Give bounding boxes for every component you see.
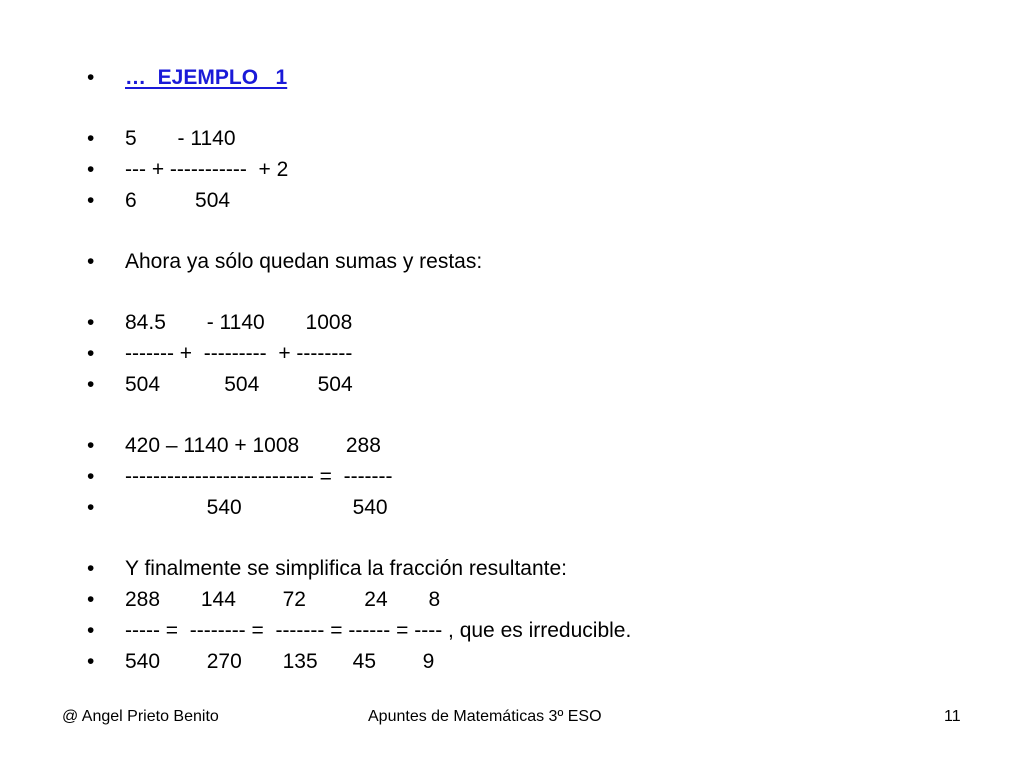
bullet-line — [0, 339, 353, 369]
line-text: 540 540 — [125, 496, 388, 519]
footer-author: @ Angel Prieto Benito — [62, 708, 219, 725]
bullet-line — [0, 308, 353, 338]
line-text: Y finalmente se simplifica la fracción resultante: — [125, 557, 567, 580]
bullet: • — [87, 496, 95, 519]
line-text: 6 504 — [125, 189, 231, 212]
line-text: 84.5 - 1140 1008 — [125, 311, 353, 334]
line-text: 288 144 72 24 8 — [125, 588, 441, 611]
slide-title: … EJEMPLO 1 — [125, 66, 288, 89]
line-text: ----- = -------- = ------- = ------ = ---- , que es irreducible. — [125, 619, 632, 642]
bullet: • — [87, 465, 95, 488]
bullet: • — [87, 588, 95, 611]
bullet: • — [87, 434, 95, 457]
bullet-line — [0, 186, 231, 216]
bullet: • — [87, 557, 95, 580]
bullet-line — [0, 616, 632, 646]
bullet: • — [87, 66, 95, 89]
line-text: Ahora ya sólo quedan sumas y restas: — [125, 250, 483, 273]
line-text: 540 270 135 45 9 — [125, 650, 435, 673]
bullet-line — [0, 247, 483, 277]
bullet: • — [87, 158, 95, 181]
bullet: • — [87, 250, 95, 273]
bullet: • — [87, 650, 95, 673]
bullet-line — [0, 124, 236, 154]
bullet-line — [0, 585, 441, 615]
bullet-line — [0, 462, 393, 492]
bullet-line — [0, 493, 388, 523]
line-text: ------- + --------- + -------- — [125, 342, 353, 365]
bullet-line — [0, 370, 353, 400]
line-text: 5 - 1140 — [125, 127, 236, 150]
line-text: --- + ----------- + 2 — [125, 158, 289, 181]
bullet: • — [87, 373, 95, 396]
line-text: --------------------------- = ------- — [125, 465, 393, 488]
footer-course: Apuntes de Matemáticas 3º ESO — [368, 708, 602, 725]
bullet: • — [87, 311, 95, 334]
bullet-line — [0, 155, 289, 185]
footer-page-number: 11 — [944, 708, 961, 725]
bullet: • — [87, 127, 95, 150]
line-text: 420 – 1140 + 1008 288 — [125, 434, 381, 457]
bullet-line — [0, 554, 567, 584]
bullet: • — [87, 619, 95, 642]
title-line — [0, 63, 288, 93]
bullet-line — [0, 647, 435, 677]
line-text: 504 504 504 — [125, 373, 353, 396]
bullet-line — [0, 431, 381, 461]
bullet: • — [87, 189, 95, 212]
bullet: • — [87, 342, 95, 365]
